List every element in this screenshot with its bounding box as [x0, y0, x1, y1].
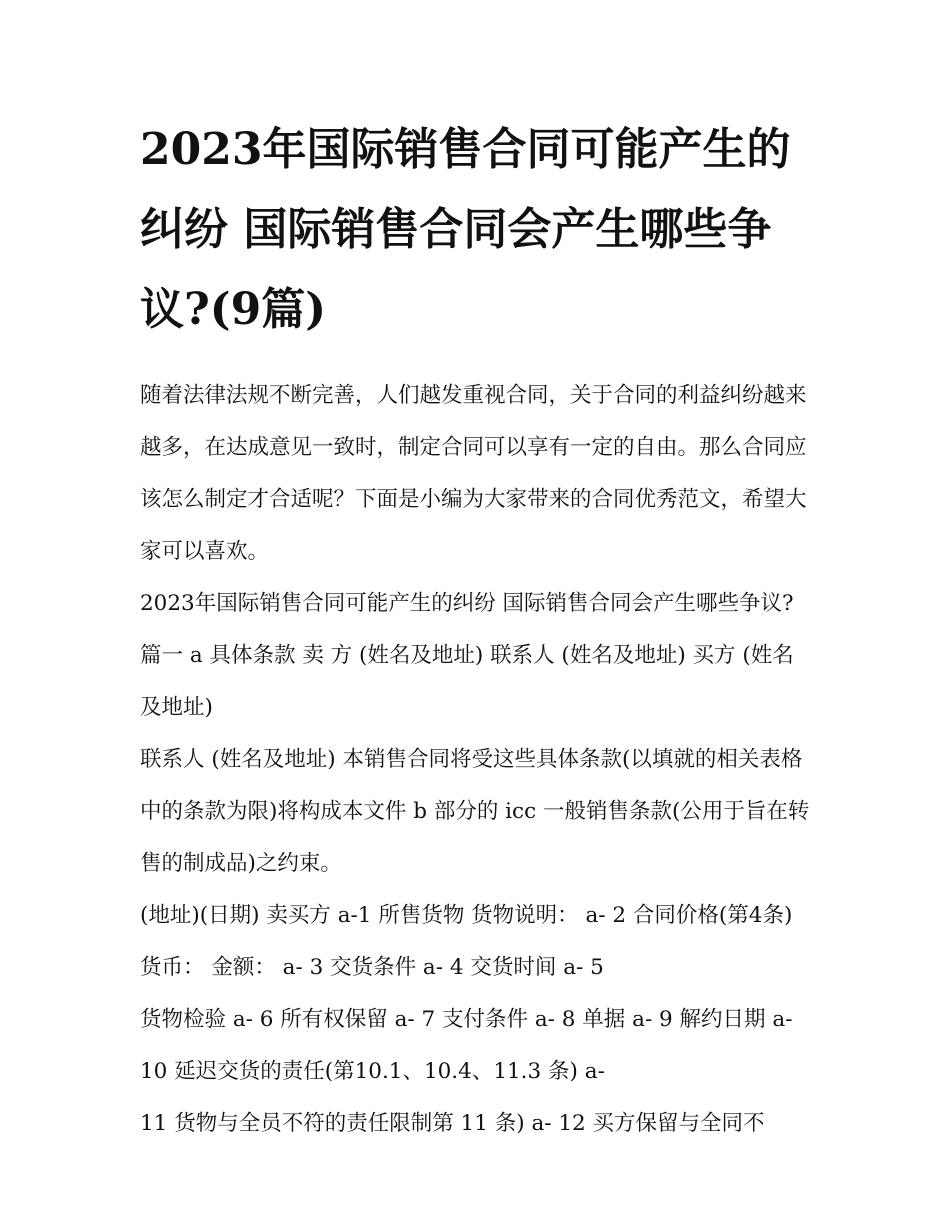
body-paragraph: 联系人 (姓名及地址) 本销售合同将受这些具体条款(以填就的相关表格中的条款为限)将构成本文件 b 部分的 icc 一般销售条款(公用于旨在转售的制成品)之约束。 — [140, 747, 810, 876]
intro-paragraph: 随着法律法规不断完善，人们越发重视合同，关于合同的利益纠纷越来越多，在达成意见一致时，制定合同可以享有一定的自由。那么合同应该怎么制定才合适呢？下面是小编为大家带来的合同优秀范文，希望大家可以喜欢。 — [140, 383, 807, 564]
body-paragraph: 货物检验 a- 6 所有权保留 a- 7 支付条件 a- 8 单据 a- 9 解约日期 a- 10 延迟交货的责任(第10.1、10.4、11.3 条) a- — [140, 1007, 793, 1084]
document-title: 2023年国际销售合同可能产生的纠纷 国际销售合同会产生哪些争议?(9篇) — [140, 124, 791, 335]
body-paragraph: 2023年国际销售合同可能产生的纠纷 国际销售合同会产生哪些争议?篇一 a 具体条款 卖 方 (姓名及地址) 联系人 (姓名及地址) 买方 (姓名及地址) — [140, 591, 794, 720]
body-paragraph: (地址)(日期) 卖买方 a-1 所售货物 货物说明： a- 2 合同价格(第4条) 货币： 金额： a- 3 交货条件 a- 4 交货时间 a- 5 — [140, 903, 793, 980]
body-paragraph: 11 货物与全员不符的责任限制第 11 条) a- 12 买方保留与全同不 — [140, 1111, 765, 1136]
document-page — [140, 110, 812, 1150]
